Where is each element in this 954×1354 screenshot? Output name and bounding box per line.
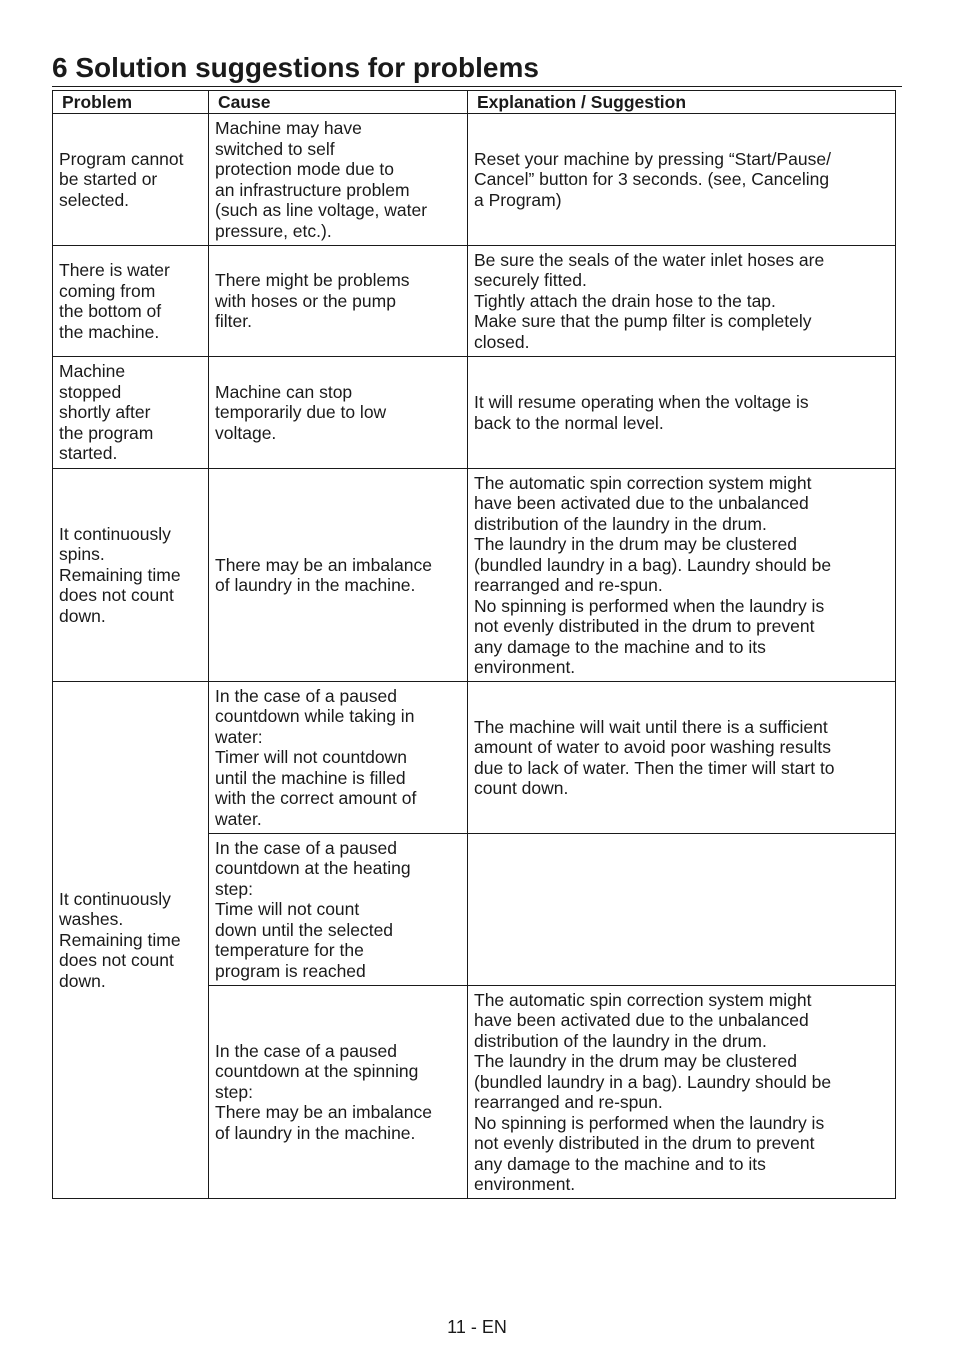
explanation-text: The machine will wait until there is a sufficient amount of water to avoid poor washing results due to lack of water. Then the timer will start to count down. <box>474 716 835 798</box>
explanation-cell <box>468 834 896 986</box>
problem-cell <box>53 469 209 682</box>
problem-cell <box>53 246 209 357</box>
explanation-cell <box>468 246 896 357</box>
cause-text: Machine may have switched to self protection mode due to an infrastructure problem (such as line voltage, water pressure, etc.). <box>215 118 428 241</box>
table-header-row <box>53 91 896 114</box>
cause-text: In the case of a paused countdown at the heating step: Time will not count down until the selected temperature for the program is reached <box>215 837 411 981</box>
cause-cell <box>209 682 468 834</box>
cause-cell <box>209 246 468 357</box>
header-problem: Problem <box>53 91 209 114</box>
problem-cell <box>53 357 209 469</box>
explanation-cell <box>468 986 896 1199</box>
problem-text: Machine stopped shortly after the program started. <box>59 361 154 464</box>
problem-text: It continuously washes. Remaining time does not count down. <box>59 888 181 991</box>
table-row <box>53 682 896 834</box>
table-row <box>53 114 896 246</box>
cause-cell <box>209 469 468 682</box>
cause-cell <box>209 986 468 1199</box>
explanation-cell <box>468 357 896 469</box>
problem-cell <box>53 114 209 246</box>
explanation-text: Be sure the seals of the water inlet hoses are securely fitted. Tightly attach the drain hose to the tap. Make sure that the pump filter is completely closed. <box>474 249 825 352</box>
cause-text: In the case of a paused countdown at the spinning step: There may be an imbalance of laundry in the machine. <box>215 1040 432 1143</box>
cause-cell <box>209 357 468 469</box>
table-row <box>53 357 896 469</box>
cause-cell <box>209 114 468 246</box>
explanation-cell <box>468 469 896 682</box>
header-cause: Cause <box>209 91 468 114</box>
table-row <box>53 246 896 357</box>
problem-text: Program cannot be started or selected. <box>59 148 184 210</box>
explanation-text: The automatic spin correction system might have been activated due to the unbalanced distribution of the laundry in the drum. The laundry in the drum may be clustered (bundled laundry in a bag). Laundry should be rearranged and re-spun. No spinning is performed when the laundry is not evenly distributed in the drum to prevent any damage to the machine and to its environment. <box>474 989 832 1194</box>
explanation-text: It will resume operating when the voltage is back to the normal level. <box>474 392 809 433</box>
explanation-cell <box>468 682 896 834</box>
explanation-cell <box>468 114 896 246</box>
problem-text: It continuously spins. Remaining time does not count down. <box>59 523 181 626</box>
cause-text: Machine can stop temporarily due to low voltage. <box>215 381 387 443</box>
troubleshooting-table <box>52 90 896 1199</box>
cause-cell <box>209 834 468 986</box>
table-row <box>53 469 896 682</box>
cause-text: In the case of a paused countdown while taking in water: Timer will not countdown until the machine is filled with the correct amount of water. <box>215 685 417 829</box>
page-number: 11 - EN <box>447 1317 507 1337</box>
cause-text: There might be problems with hoses or the pump filter. <box>215 270 410 332</box>
problem-cell <box>53 682 209 1199</box>
explanation-text: Reset your machine by pressing “Start/Pause/ Cancel” button for 3 seconds. (see, Canceling a Program) <box>474 148 831 210</box>
heading-rule <box>52 86 902 87</box>
explanation-text: The automatic spin correction system might have been activated due to the unbalanced distribution of the laundry in the drum. The laundry in the drum may be clustered (bundled laundry in a bag). Laundry should be rearranged and re-spun. No spinning is performed when the laundry is not evenly distributed in the drum to prevent any damage to the machine and to its environment. <box>474 472 832 677</box>
cause-text: There may be an imbalance of laundry in the machine. <box>215 554 432 595</box>
section-heading: 6 Solution suggestions for problems <box>52 52 539 83</box>
header-explanation: Explanation / Suggestion <box>468 91 896 114</box>
problem-text: There is water coming from the bottom of the machine. <box>59 260 170 342</box>
